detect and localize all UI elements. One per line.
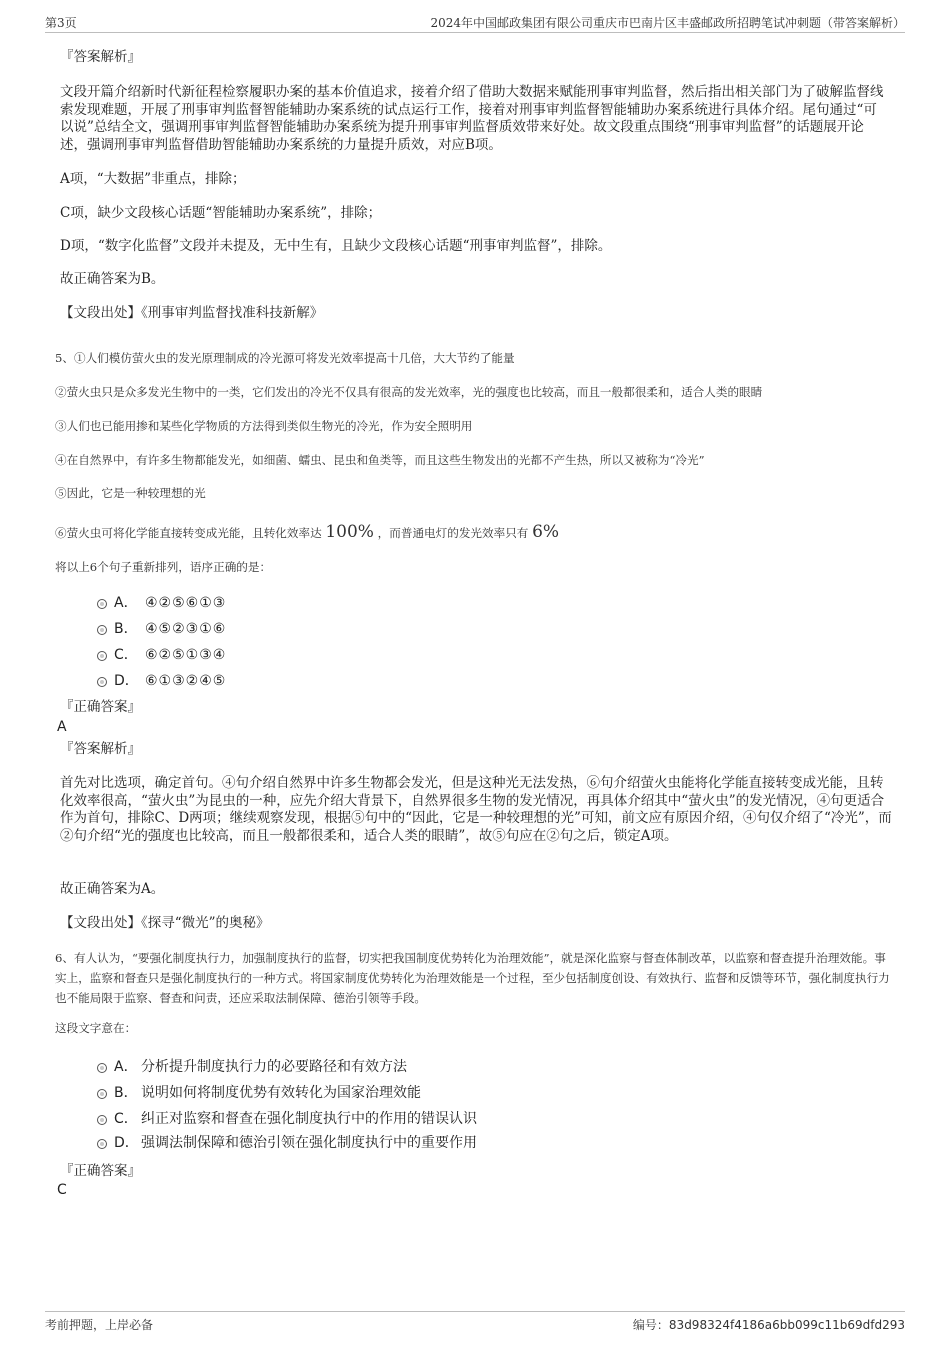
- q5-source: 【文段出处】《探寻“微光”的奥秘》: [60, 915, 270, 931]
- option-letter: C．: [114, 647, 138, 663]
- footer-slogan: 考前押题，上岸必备: [45, 1318, 154, 1332]
- q5-efficiency-firefly: 100%: [325, 522, 374, 542]
- q4-analysis-heading: 『答案解析』: [60, 49, 141, 65]
- radio-button[interactable]: [97, 1139, 107, 1149]
- q6-answer-heading: 『正确答案』: [60, 1163, 141, 1179]
- page-footer: [45, 1311, 905, 1336]
- q6-stem: 6、有人认为，“要强化制度执行力，加强制度执行的监督，切实把我国制度优势转化为治理效能”，就是深化监察与督查体制改革，以监察和督查提升治理效能。事实上，监察和督查只是强化制度执行的一种方式。将国家制度优势转化为治理效能是一个过程，至少包括制度创设、有效执行、监督和反馈等环节，强化制度执行力也不能局限于监察、督查和问责，还应采取法制保障、德治引领等手段。: [55, 951, 890, 1005]
- option-letter: B．: [114, 621, 138, 637]
- option-letter: C．: [114, 1111, 138, 1127]
- q5-answer: A: [57, 719, 67, 735]
- radio-button[interactable]: [97, 599, 107, 609]
- q5-efficiency-lamp: 6%: [532, 522, 560, 542]
- q4-analysis-option-a: A项，“大数据”非重点，排除；: [60, 171, 246, 187]
- q5-sentence-3: ③人们也已能用掺和某些化学物质的方法得到类似生物光的冷光，作为安全照明用: [55, 419, 473, 433]
- q4-analysis-paragraph: 文段开篇介绍新时代新征程检察履职办案的基本价值追求，接着介绍了借助大数据来赋能刑事审判监督，然后指出相关部门为了破解监督线索发现难题，开展了刑事审判监督智能辅助办案系统的试点运行工作，接着对刑事审判监督智能辅助办案系统进行具体介绍。尾句通过“可以说”总结全文，强调刑事审判监督智能辅助办案系统为提升刑事审判监督质效带来好处。故文段重点围绕“刑事审判监督”的话题展开论述，强调刑事审判监督借助智能辅助办案系统的力量提升质效，对应B项。: [60, 84, 884, 153]
- q6-answer: C: [57, 1182, 67, 1198]
- q5-analysis-paragraph: 首先对比选项，确定首句。④句介绍自然界中许多生物都会发光，但是这种光无法发热，⑥句介绍萤火虫能将化学能直接转变成光能，且转化效率很高，“萤火虫”为昆虫的一种，应先介绍大背景下，自然界很多生物的发光情况，再具体介绍其中“萤火虫”的发光情况，④句更适合作为首句，排除C、D两项；继续观察发现，根据⑤句中的“因此，它是一种较理想的光”可知，前文应有原因介绍，④句仅介绍了“冷光”，而②句介绍“光的强度也比较高，而且一般都很柔和，适合人类的眼睛”，故⑤句应在②句之后，锁定A项。: [60, 775, 892, 844]
- document-title: 2024年中国邮政集团有限公司重庆市巴南片区丰盛邮政所招聘笔试冲刺题（带答案解析）: [430, 16, 905, 30]
- radio-button[interactable]: [97, 625, 107, 635]
- option-text: 分析提升制度执行力的必要路径和有效方法: [141, 1059, 407, 1075]
- option-letter: D．: [114, 1135, 139, 1151]
- q5-sentence-6-part1: ⑥萤火虫可将化学能直接转变成光能，且转化效率达: [55, 526, 322, 540]
- option-text: ④⑤②③①⑥: [145, 621, 227, 637]
- option-text: ④②⑤⑥①③: [145, 595, 227, 611]
- document-code-label: 编号：: [632, 1318, 669, 1332]
- q5-analysis-heading: 『答案解析』: [60, 741, 141, 757]
- q5-sentence-1: 5、①人们模仿萤火虫的发光原理制成的冷光源可将发光效率提高十几倍，大大节约了能量: [55, 351, 515, 365]
- option-text: ⑥①③②④⑤: [145, 673, 227, 689]
- option-text: 说明如何将制度优势有效转化为国家治理效能: [141, 1085, 421, 1101]
- page-number: 第3页: [45, 16, 77, 30]
- radio-button[interactable]: [97, 651, 107, 661]
- option-text: 纠正对监察和督查在强化制度执行中的作用的错误认识: [141, 1111, 477, 1127]
- option-letter: A．: [114, 1059, 138, 1075]
- q5-prompt: 将以上6个句子重新排列，语序正确的是：: [55, 560, 272, 574]
- option-letter: B．: [114, 1085, 138, 1101]
- radio-button[interactable]: [97, 1089, 107, 1099]
- q4-analysis-option-c: C项，缺少文段核心话题“智能辅助办案系统”，排除；: [60, 205, 382, 221]
- q4-source: 【文段出处】《刑事审判监督找准科技新解》: [60, 305, 324, 321]
- q5-sentence-5: ⑤因此，它是一种较理想的光: [55, 486, 206, 500]
- q5-sentence-6-part2: ，而普通电灯的发光效率只有: [377, 526, 529, 540]
- q5-sentence-4: ④在自然界中，有许多生物都能发光，如细菌、蠕虫、昆虫和鱼类等，而且这些生物发出的光都不产生热，所以又被称为“冷光”: [55, 453, 705, 467]
- q5-answer-heading: 『正确答案』: [60, 699, 141, 715]
- radio-button[interactable]: [97, 1063, 107, 1073]
- option-text: ⑥②⑤①③④: [145, 647, 227, 663]
- q5-sentence-6: [55, 521, 559, 545]
- q4-conclusion: 故正确答案为B。: [60, 271, 165, 287]
- document-code-value: 83d98324f4186a6bb099c11b69dfd293: [668, 1318, 905, 1332]
- radio-button[interactable]: [97, 1115, 107, 1125]
- q5-conclusion: 故正确答案为A。: [60, 881, 165, 897]
- option-text: 强调法制保障和德治引领在强化制度执行中的重要作用: [141, 1135, 477, 1151]
- q5-sentence-2: ②萤火虫只是众多发光生物中的一类，它们发出的冷光不仅具有很高的发光效率，光的强度也比较高，而且一般都很柔和，适合人类的眼睛: [55, 385, 763, 399]
- q6-prompt: 这段文字意在：: [55, 1021, 137, 1035]
- radio-button[interactable]: [97, 677, 107, 687]
- document-code: [633, 1316, 905, 1333]
- q4-analysis-option-d: D项，“数字化监督”文段并未提及，无中生有，且缺少文段核心话题“刑事审判监督”，排除。: [60, 238, 612, 254]
- option-letter: D．: [114, 673, 139, 689]
- option-letter: A．: [114, 595, 138, 611]
